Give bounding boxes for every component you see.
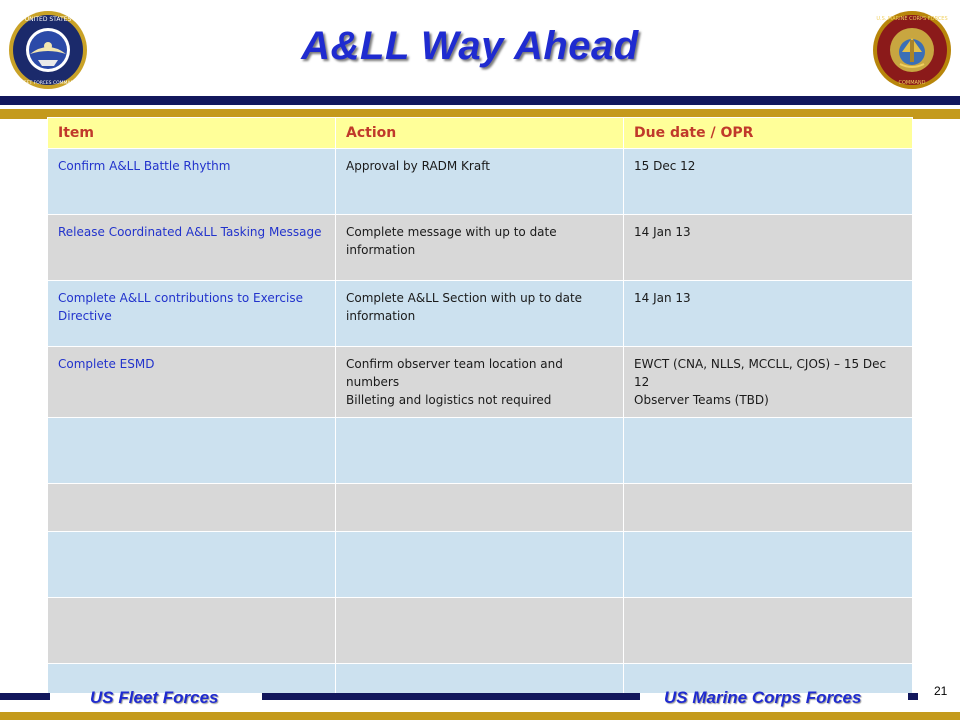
table-cell-action bbox=[336, 215, 624, 281]
table-cell-action bbox=[336, 664, 624, 694]
table-cell-action bbox=[336, 532, 624, 598]
table-cell-due bbox=[624, 484, 913, 532]
table-cell-item bbox=[48, 532, 336, 598]
footer-navy-band-right bbox=[908, 693, 918, 700]
table-cell-item bbox=[48, 215, 336, 281]
table-cell-action bbox=[336, 347, 624, 418]
table-row bbox=[48, 215, 913, 281]
footer-right-label: US Marine Corps Forces bbox=[664, 688, 862, 707]
table-cell-item bbox=[48, 149, 336, 215]
svg-text:COMMAND: COMMAND bbox=[898, 80, 926, 86]
column-header-action: Action bbox=[336, 118, 624, 149]
cell-text-line: 14 Jan 13 bbox=[634, 225, 691, 239]
cell-text-line: 14 Jan 13 bbox=[634, 291, 691, 305]
table-cell-action bbox=[336, 484, 624, 532]
svg-text:FLEET FORCES COMMAND: FLEET FORCES COMMAND bbox=[18, 81, 78, 86]
table-cell-action bbox=[336, 149, 624, 215]
table-cell-action bbox=[336, 598, 624, 664]
column-header-due-date: Due date / OPR bbox=[624, 118, 913, 149]
footer-gold-band bbox=[0, 712, 960, 720]
table-cell-due bbox=[624, 281, 913, 347]
table-cell-item bbox=[48, 484, 336, 532]
svg-text:UNITED STATES: UNITED STATES bbox=[24, 16, 72, 23]
cell-text-line: Complete ESMD bbox=[58, 357, 155, 371]
table-cell-due bbox=[624, 532, 913, 598]
cell-text-line: EWCT (CNA, NLLS, MCCLL, CJOS) – 15 Dec 12 bbox=[634, 357, 887, 389]
table-row bbox=[48, 532, 913, 598]
table-cell-due bbox=[624, 347, 913, 418]
table-row bbox=[48, 598, 913, 664]
table-row bbox=[48, 347, 913, 418]
table-row bbox=[48, 418, 913, 484]
cell-text-line: Observer Teams (TBD) bbox=[634, 393, 769, 407]
table-cell-action bbox=[336, 418, 624, 484]
table-cell-item bbox=[48, 281, 336, 347]
header-navy-band bbox=[0, 96, 960, 105]
table-cell-due bbox=[624, 215, 913, 281]
way-ahead-table bbox=[47, 117, 913, 694]
cell-text-line: 15 Dec 12 bbox=[634, 159, 696, 173]
table-cell-item bbox=[48, 598, 336, 664]
cell-text-line: Complete A&LL Section with up to date information bbox=[346, 291, 583, 323]
table-header-row bbox=[48, 118, 913, 149]
footer-navy-band-left bbox=[0, 693, 50, 700]
cell-text-line: Confirm observer team location and numbers bbox=[346, 357, 563, 389]
page-title: A&LL Way Ahead bbox=[301, 24, 639, 68]
table-cell-due bbox=[624, 598, 913, 664]
page-number: 21 bbox=[934, 684, 948, 698]
table-row bbox=[48, 149, 913, 215]
cell-text-line: Release Coordinated A&LL Tasking Message bbox=[58, 225, 322, 239]
footer-left-label: US Fleet Forces bbox=[90, 688, 219, 707]
column-header-item: Item bbox=[48, 118, 336, 149]
table-cell-due bbox=[624, 418, 913, 484]
cell-text-line: Complete message with up to date information bbox=[346, 225, 557, 257]
table-row bbox=[48, 281, 913, 347]
svg-text:U.S. MARINE CORPS FORCES: U.S. MARINE CORPS FORCES bbox=[876, 16, 948, 22]
cell-text-line: Billeting and logistics not required bbox=[346, 393, 552, 407]
footer-navy-band-middle bbox=[262, 693, 640, 700]
table-row bbox=[48, 484, 913, 532]
cell-text-line: Approval by RADM Kraft bbox=[346, 159, 490, 173]
table-cell-due bbox=[624, 149, 913, 215]
table-cell-action bbox=[336, 281, 624, 347]
cell-text-line: Complete A&LL contributions to Exercise Directive bbox=[58, 291, 303, 323]
table-cell-item bbox=[48, 418, 336, 484]
table-cell-item bbox=[48, 347, 336, 418]
cell-text-line: Confirm A&LL Battle Rhythm bbox=[58, 159, 231, 173]
